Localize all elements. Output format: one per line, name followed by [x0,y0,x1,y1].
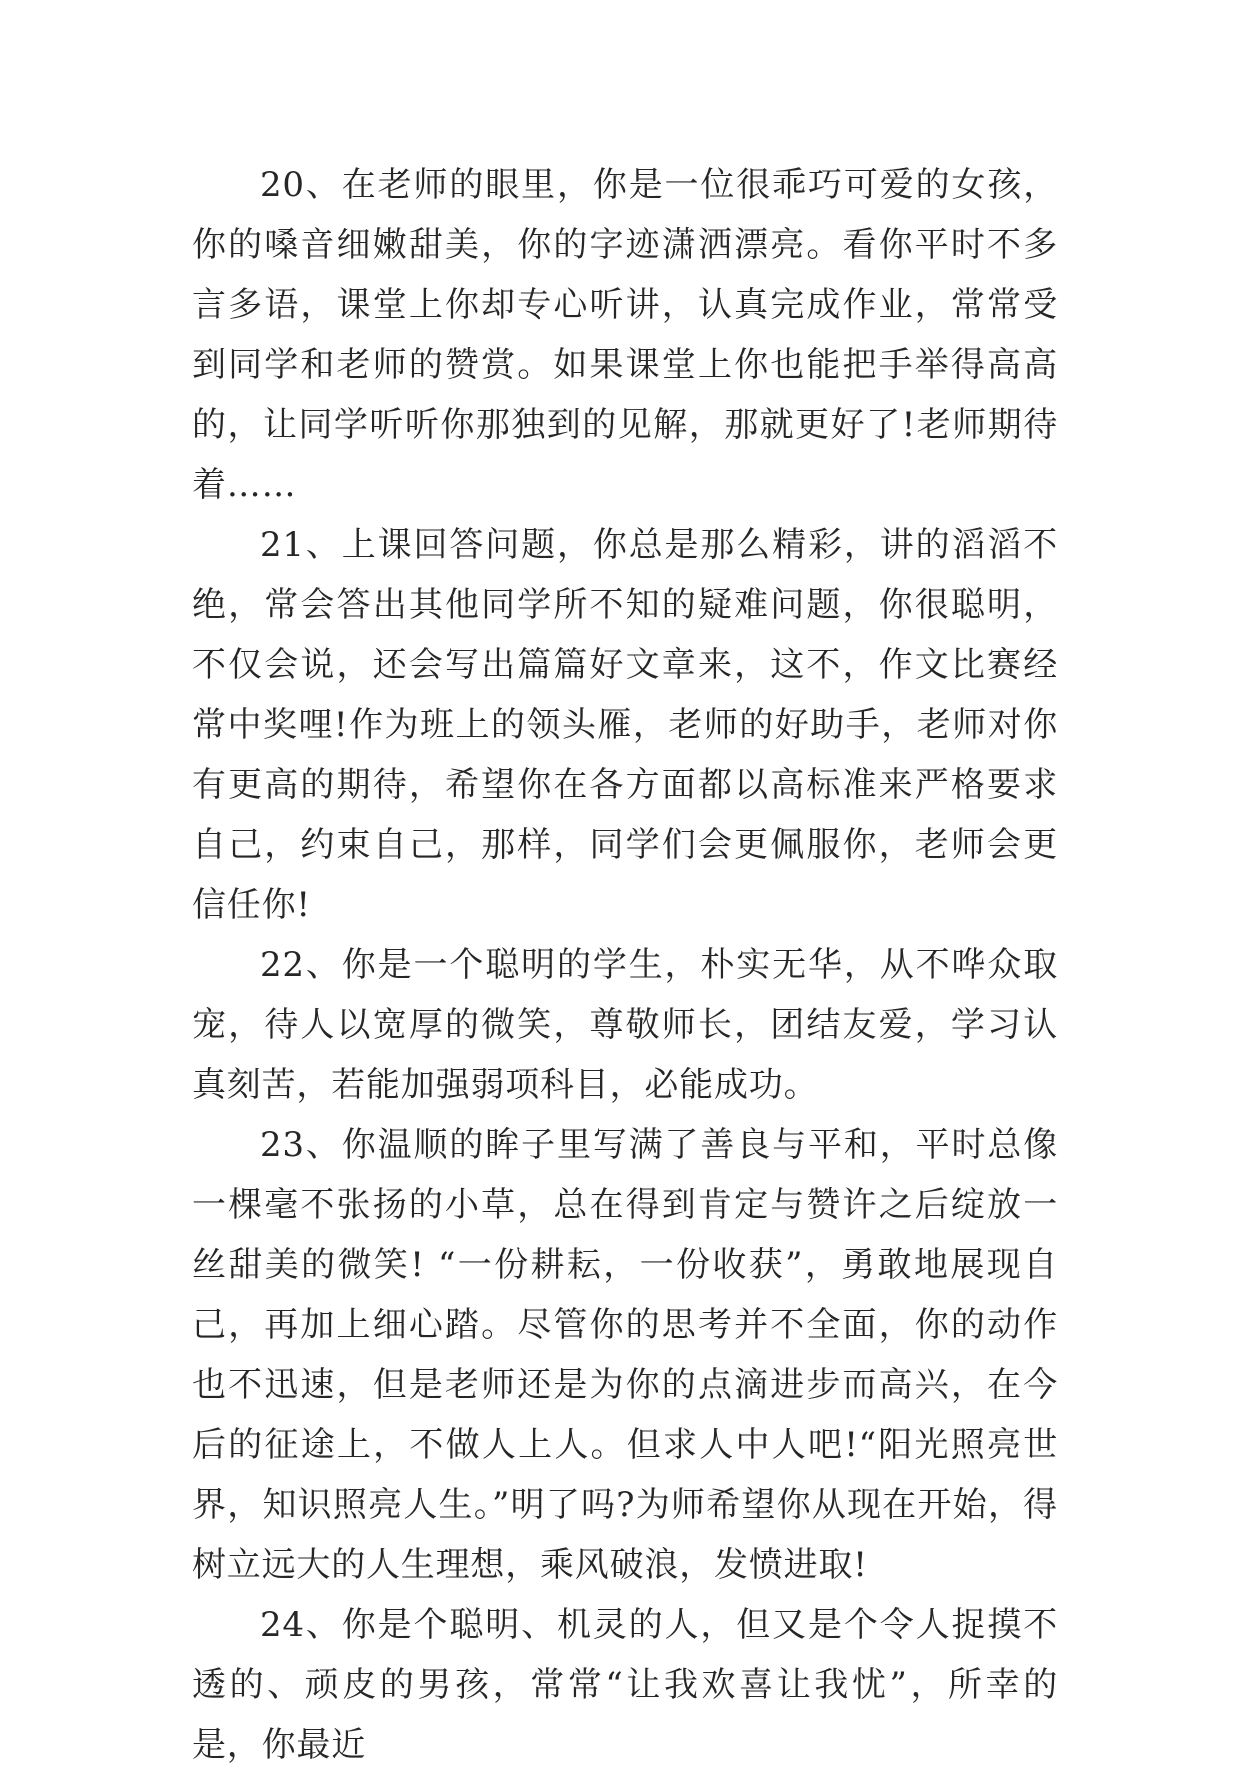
paragraph-23: 23、你温顺的眸子里写满了善良与平和，平时总像一棵毫不张扬的小草，总在得到肯定与赞许之后绽放一丝甜美的微笑! “一份耕耘，一份收获”，勇敢地展现自己，再加上细心踏。尽管你的思考并不全面，你的动作也不迅速，但是老师还是为你的点滴进步而高兴，在今后的征途上，不做人上人。但求人中人吧!“阳光照亮世界，知识照亮人生。”明了吗?为师希望你从现在开始，得树立远大的人生理想，乘风破浪，发愤进取! [192,1125,1058,1585]
document-body [192,155,1058,1775]
paragraph-22: 22、你是一个聪明的学生，朴实无华，从不哗众取宠，待人以宽厚的微笑，尊敬师长，团结友爱，学习认真刻苦，若能加强弱项科目，必能成功。 [192,945,1058,1105]
paragraph-24: 24、你是个聪明、机灵的人，但又是个令人捉摸不透的、顽皮的男孩，常常“让我欢喜让我忧”，所幸的是，你最近 [192,1605,1058,1765]
paragraph-20: 20、在老师的眼里，你是一位很乖巧可爱的女孩，你的嗓音细嫩甜美，你的字迹潇洒漂亮。看你平时不多言多语，课堂上你却专心听讲，认真完成作业，常常受到同学和老师的赞赏。如果课堂上你也能把手举得高高的，让同学听听你那独到的见解，那就更好了!老师期待着…… [192,165,1058,505]
paragraph-21: 21、上课回答问题，你总是那么精彩，讲的滔滔不绝，常会答出其他同学所不知的疑难问题，你很聪明，不仅会说，还会写出篇篇好文章来，这不，作文比赛经常中奖哩!作为班上的领头雁，老师的好助手，老师对你有更高的期待，希望你在各方面都以高标准来严格要求自己，约束自己，那样，同学们会更佩服你，老师会更信任你! [192,525,1058,925]
